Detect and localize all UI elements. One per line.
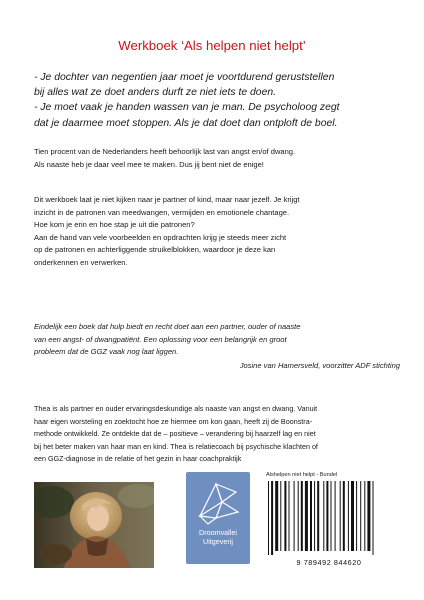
barcode-bar	[326, 481, 328, 551]
publisher-name	[186, 528, 250, 546]
description-paragraph	[34, 194, 400, 270]
endorsement-line: van een angst- of dwangpatiënt. Een oplossing voor een belangrijk en groot	[34, 334, 287, 344]
paragraph-line: Tien procent van de Nederlanders heeft behoorlijk last van angst en/of dwang.	[34, 147, 296, 156]
barcode-bar	[340, 481, 341, 551]
barcode-bar	[271, 481, 273, 555]
barcode-bar	[356, 481, 357, 551]
intro-paragraph	[34, 146, 400, 171]
paragraph-line: Hoe kom je erin en hoe stap je uit die patronen?	[34, 220, 195, 230]
barcode-bar	[298, 481, 299, 551]
barcode-bar	[289, 481, 290, 551]
barcode-bar	[268, 481, 269, 555]
isbn-number: 9 789492 844620	[296, 558, 362, 567]
barcode-bar	[284, 481, 286, 551]
barcode-bar	[310, 481, 312, 551]
barcode-bar	[343, 481, 345, 551]
quote-line: dat je daarmee moet stoppen. Als je dat doet dan ontploft de boel.	[34, 117, 338, 129]
paragraph-line: haar eigen worsteling en zoektocht hoe ze hiermee om kon gaan, heeft zij de Boonstra-	[34, 416, 313, 426]
barcode-bar	[275, 481, 278, 551]
paragraph-line: op de patronen en achterliggende struikelblokken, waardoor je deze kan	[34, 245, 276, 255]
barcode-bar	[360, 481, 361, 551]
endorsement-line: probleem dat de GGZ vaak nog laat liggen.	[34, 347, 179, 357]
paragraph-line: onderkennen en verwerken.	[34, 257, 128, 267]
paragraph-line: Dit werkboek laat je niet kijken naar je partner of kind, maar naar jezelf. Je krijgt	[34, 195, 300, 204]
barcode-bar	[305, 481, 308, 551]
barcode-bar	[348, 481, 349, 551]
book-title: Werkboek ‘Als helpen niet helpt’	[118, 38, 306, 53]
publisher-logo	[186, 472, 250, 564]
paragraph-line: een GGZ-diagnose in de relatie of het gezin in haar coachpraktijk	[34, 454, 242, 464]
quote-line: - Je dochter van negentien jaar moet je voortdurend geruststellen	[34, 72, 335, 83]
barcode-bar	[317, 481, 319, 551]
barcode-bar	[301, 481, 303, 551]
quote-line: bij alles wat ze doet anders durft ze niet iets te doen.	[34, 87, 277, 99]
origami-bird-icon	[186, 472, 250, 528]
paragraph-line: Als naaste heb je daar veel mee te maken. Dus jij bent niet de enige!	[34, 159, 264, 169]
publisher-name-line: Uitgeverij	[203, 537, 233, 546]
paragraph-line: bij het beter maken van haar man en kind. Thea is relatiecoach bij psychische klachten of	[34, 441, 318, 451]
barcode-bar	[351, 481, 354, 551]
barcode-bar	[331, 481, 332, 551]
barcode-bar	[323, 481, 324, 551]
quote-line: - Je moet vaak je handen wassen van je man. De psycholoog zegt	[34, 102, 340, 114]
barcode	[266, 481, 392, 555]
quote-block	[34, 70, 400, 131]
endorsement-line: Eindelijk een boek dat hulp biedt en recht doet aan een partner, ouder of naaste	[34, 322, 301, 331]
barcode-bar	[364, 481, 365, 551]
endorsement-attribution: Josine van Hamersveld, voorzitter ADF stichting	[239, 360, 400, 370]
barcode-bar	[314, 481, 315, 551]
endorsement-quote	[34, 321, 400, 372]
barcode-bar	[280, 481, 281, 551]
isbn-block	[182, 470, 394, 576]
barcode-bar	[373, 481, 374, 555]
publisher-name-line: Droomvallei	[199, 528, 237, 537]
paragraph-line: Aan de hand van vele voorbeelden en opdrachten krijg je steeds meer zicht	[34, 232, 287, 242]
barcode-bar	[294, 481, 295, 551]
barcode-title: Alshelpen niet helpt - Bundel	[266, 472, 338, 478]
paragraph-line: methode ontwikkeld. Ze ontdekte dat de – positieve – verandering bij haarzelf lag en niet	[34, 429, 316, 439]
author-photo	[34, 482, 154, 568]
paragraph-line: inzicht in de patronen van meedwangen, vermijden en emotionele chantage.	[34, 207, 290, 217]
about-author-paragraph	[34, 403, 400, 466]
barcode-bar	[367, 481, 370, 551]
paragraph-line: Thea is als partner en ouder ervaringsdeskundige als naaste van angst en dwang. Vanuit	[34, 404, 318, 413]
author-photo-image	[34, 482, 154, 568]
barcode-bar	[335, 481, 336, 551]
